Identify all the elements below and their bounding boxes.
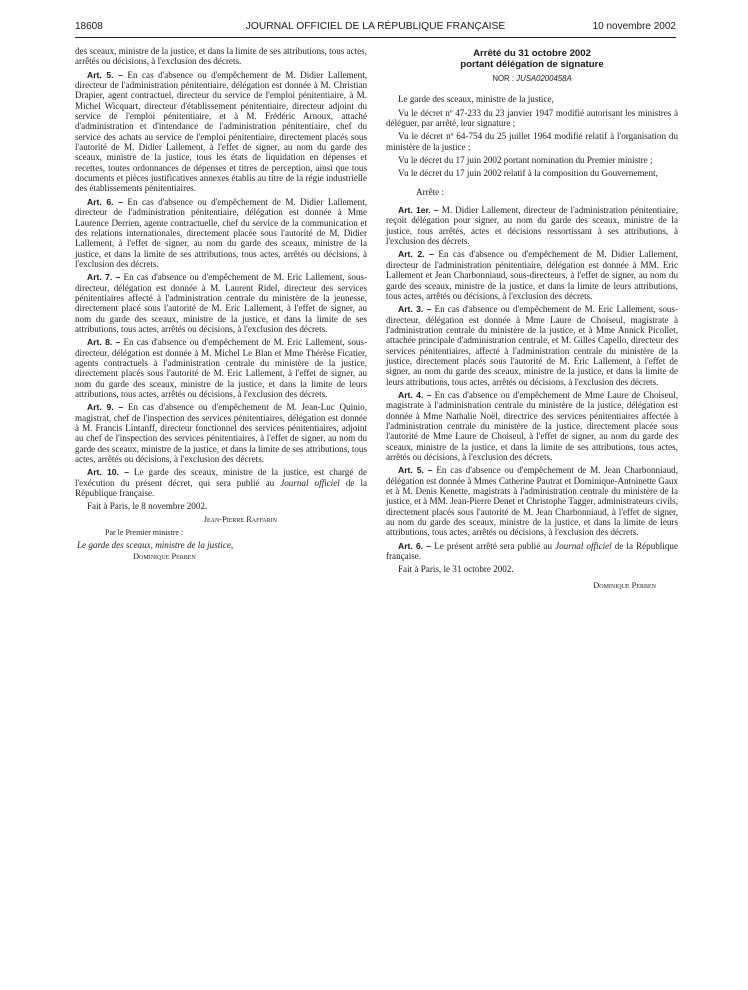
preamble-line: Vu le décret nº 64-754 du 25 juillet 1964 modifié relatif à l'organisation du ministère de la justice ;	[386, 131, 678, 152]
header-rule	[75, 37, 676, 38]
article-label: Art. 4. –	[398, 389, 432, 400]
left-articles	[75, 70, 367, 465]
article-label: Art. 7. –	[87, 272, 121, 283]
article-label: Art. 5. –	[87, 69, 123, 80]
article-paragraph	[386, 304, 678, 387]
article-text-end: de la République française.	[75, 477, 368, 499]
issue-date: 10 novembre 2002	[592, 21, 676, 32]
journal-title: JOURNAL OFFICIEL DE LA RÉPUBLIQUE FRANÇAISE	[245, 21, 506, 32]
article-label: Art. 8. –	[87, 337, 121, 348]
article-10	[75, 467, 367, 498]
article-6	[386, 541, 678, 562]
article-text: En cas d'absence ou d'empêchement de M. Didier Lallement, directeur de l'administration pénitentiaire, délégation est donnée à M. Christian Drapier, agent contractuel, directeur du service de l'emploi pénitentiaire, à M. Michel Wicquart, directeur d'établissement pénitentiaire, directeur adjoint du service de l'emploi pénitentiaire, et à M. Frédéric Arnoux, attaché d'administration et d'intendance de l'administration pénitentiaire, chef du service des achats au service de l'emploi pénitentiaire, directement placés sous l'autorité de M. Didier Lallement, à l'effet de signer, au nom du garde des sceaux, ministre de la justice, tous les états de liquidation en dépenses et recettes, toutes ordonnances de dépenses et titres de perception, ainsi que tous documents et pièces justificatives annexes établis au titre de la régie industrielle des établissements pénitentiaires.	[75, 69, 367, 194]
article-text: Le garde des sceaux, ministre de la justice, est chargé de l'exécution du présent décret, qui sera publié au	[75, 467, 367, 488]
journal-name: Journal officiel	[555, 540, 612, 551]
article-label: Art. 6. –	[87, 196, 123, 207]
article-paragraph	[75, 337, 367, 399]
page-number: 18608	[75, 21, 103, 32]
decree-title-line1: Arrêté du 31 octobre 2002	[473, 48, 591, 59]
article-paragraph	[386, 465, 678, 537]
arrete-heading: Arrête :	[416, 186, 445, 197]
article-text: En cas d'absence ou d'empêchement de M. Didier Lallement, directeur de l'administration pénitentiaire, délégation est donnée à MM. Eric Lallement et Jean Charbonniaud, sous-directeurs, à l'effet de signer, au nom du garde des sceaux, ministre de la justice, et dans la limite de leurs attributions, tous actes, arrêtés ou décisions, à l'exclusion des décrets.	[386, 249, 678, 301]
signatory-pm: Jean-Pierre Raffarin	[203, 514, 277, 524]
page-header	[75, 19, 676, 35]
signatory-garde: Dominique Perben	[133, 551, 196, 561]
article-text: En cas d'absence ou d'empêchement de M. Jean-Luc Quinio, magistrat, chef de l'inspection des services pénitentiaires, délégation est donnée à M. Francis Lintanff, directeur fonctionnel des services pénitentiaires, adjoint au chef de l'inspection des services pénitentiaires, à l'effet de signer, au nom du garde des sceaux, ministre de la justice, et dans la limite de ses attributions, tous actes, arrêtés ou décisions, à l'exclusion des décrets.	[75, 402, 367, 465]
article-paragraph	[75, 197, 367, 269]
left-column	[75, 46, 367, 565]
preamble	[386, 94, 678, 178]
article-text: M. Didier Lallement, directeur de l'administration pénitentiaire, reçoit délégation pour signer, au nom du garde des sceaux, ministre de la justice, tous arrêtés, actes et décisions ressortissant à ses attributions, à l'exclusion des décrets.	[386, 205, 679, 247]
article-paragraph	[386, 390, 678, 462]
article-text: En cas d'absence ou d'empêchement de M. Eric Lallement, sous-directeur, délégation est donnée à M. Laurent Ridel, directeur des services pénitentiaires affecté à l'administration centrale du ministère de la jeunesse, directement placé sous l'autorité de M. Eric Lallement, à l'effet de signer, au nom du garde des sceaux, ministre de la justice, et dans la limite de ses attributions, tous actes, arrêtés ou décisions, à l'exclusion des décrets.	[75, 272, 368, 334]
article-label: Art. 9. –	[87, 402, 124, 413]
article-label: Art. 2. –	[398, 249, 434, 260]
preamble-line: Vu le décret du 17 juin 2002 relatif à la composition du Gouvernement,	[398, 168, 658, 179]
article-paragraph	[386, 249, 678, 301]
article-label: Art. 10. –	[87, 467, 129, 478]
article-paragraph	[386, 205, 678, 246]
article-label: Art. 3. –	[398, 304, 432, 315]
signing-place-date: Fait à Paris, le 8 novembre 2002.	[87, 501, 208, 512]
continuation-text: des sceaux, ministre de la justice, et dans la limite de ses attributions, tous actes, arrêtés ou décisions, à l'exclusion des décrets.	[75, 46, 367, 67]
article-paragraph	[75, 272, 367, 334]
article-label: Art. 1er. –	[398, 205, 439, 216]
article-text: En cas d'absence ou d'empêchement de M. Eric Lallement, sous-directeur, délégation est donnée à Mme Laure de Choiseul, magistrate à l'administration centrale du ministère de la justice, et à Mme Annick Picollet, attachée principale d'administration centrale, et M. Gilles Capello, directeur des services pénitentiaires, affecté à l'administration centrale du ministère de la justice, directement placés sous l'autorité de M. Eric Lallement, à l'effet de signer, au nom du garde des sceaux, ministre de la justice, et dans la limite de leurs attributions, tous actes, arrêtés ou décisions, à l'exclusion des décrets.	[386, 304, 679, 387]
article-paragraph	[75, 70, 367, 194]
article-text: Le présent arrêté sera publié au	[434, 540, 553, 551]
signing-place-date: Fait à Paris, le 31 octobre 2002.	[398, 564, 514, 575]
decree-title	[386, 48, 678, 70]
journal-name: Journal officiel	[280, 477, 340, 488]
preamble-line: Vu le décret du 17 juin 2002 portant nomination du Premier ministre ;	[398, 155, 653, 166]
article-label: Art. 6. –	[398, 540, 432, 551]
article-text: En cas d'absence ou d'empêchement de Mme Laure de Choiseul, magistrate à l'administration centrale du ministère de la justice, délégation est donnée à Mme Nathalie Noël, directrice des services pénitentiaires affectée à l'administration centrale du ministère de la justice, directement placée sous l'autorité de Mme Laure de Choiseul, à l'effet de signer, au nom du garde des sceaux, ministre de la justice, et dans la limite de ses attributions, tous actes, arrêtés ou décisions, à l'exclusion des décrets.	[386, 389, 678, 462]
garde-des-sceaux-title: Le garde des sceaux, ministre de la justice,	[77, 540, 234, 551]
nor-label: NOR :	[492, 74, 514, 83]
article-text: En cas d'absence ou d'empêchement de M. Jean Charbonniaud, délégation est donnée à Mmes Catherine Pautrat et Dominique-Antoinette Gaux et à M. Denis Kenette, magistrats à l'administration centrale du ministère de la justice, et à MM. Jean-Pierre Denet et Christophe Tagger, administrateurs civils, directement placés sous l'autorité de M. Jean Charbonniaud, à l'effet de signer, au nom du garde des sceaux, ministre de la justice, et dans la limite de leurs attributions, tous actes, arrêtés ou décisions, à l'exclusion des décrets.	[386, 465, 678, 538]
article-label: Art. 5. –	[398, 465, 433, 476]
signatory: Dominique Perben	[593, 580, 656, 590]
nor-reference	[386, 74, 678, 84]
article-paragraph	[75, 402, 367, 464]
article-text: En cas d'absence ou d'empêchement de M. Didier Lallement, directeur de l'administration pénitentiaire, délégation est donnée à Mme Laurence Derrien, agente contractuelle, chef du service de la communication et des relations internationales, directement placée sous l'autorité de M. Didier Lallement, à l'effet de signer, au nom du garde des sceaux, ministre de la justice, et dans la limite de ses attributions, tous actes, arrêtés ou décisions, à l'exclusion des décrets.	[75, 196, 367, 269]
decree-title-line2: portant délégation de signature	[460, 59, 604, 70]
nor-code: JUSA0200458A	[516, 74, 572, 83]
right-column	[386, 46, 678, 594]
article-text-end: de la République française.	[386, 540, 678, 562]
article-text: En cas d'absence ou d'empêchement de M. Eric Lallement, sous-directeur, délégation est donnée à M. Michel Le Blan et Mme Thérèse Ficatier, agents contractuels à l'administration centrale du ministère de la justice, directement placés sous l'autorité de M. Eric Lallement, à l'effet de signer, au nom du garde des sceaux, ministre de la justice, et dans la limite de leurs attributions, tous actes, arrêtés ou décisions, à l'exclusion des décrets.	[75, 337, 368, 399]
right-articles	[386, 205, 678, 538]
preamble-line: Vu le décret nº 47-233 du 23 janvier 1947 modifié autorisant les ministres à déléguer, par arrêté, leur signature ;	[386, 107, 678, 129]
par-premier-ministre: Par le Premier ministre :	[105, 528, 184, 538]
preamble-line: Le garde des sceaux, ministre de la justice,	[398, 94, 554, 105]
